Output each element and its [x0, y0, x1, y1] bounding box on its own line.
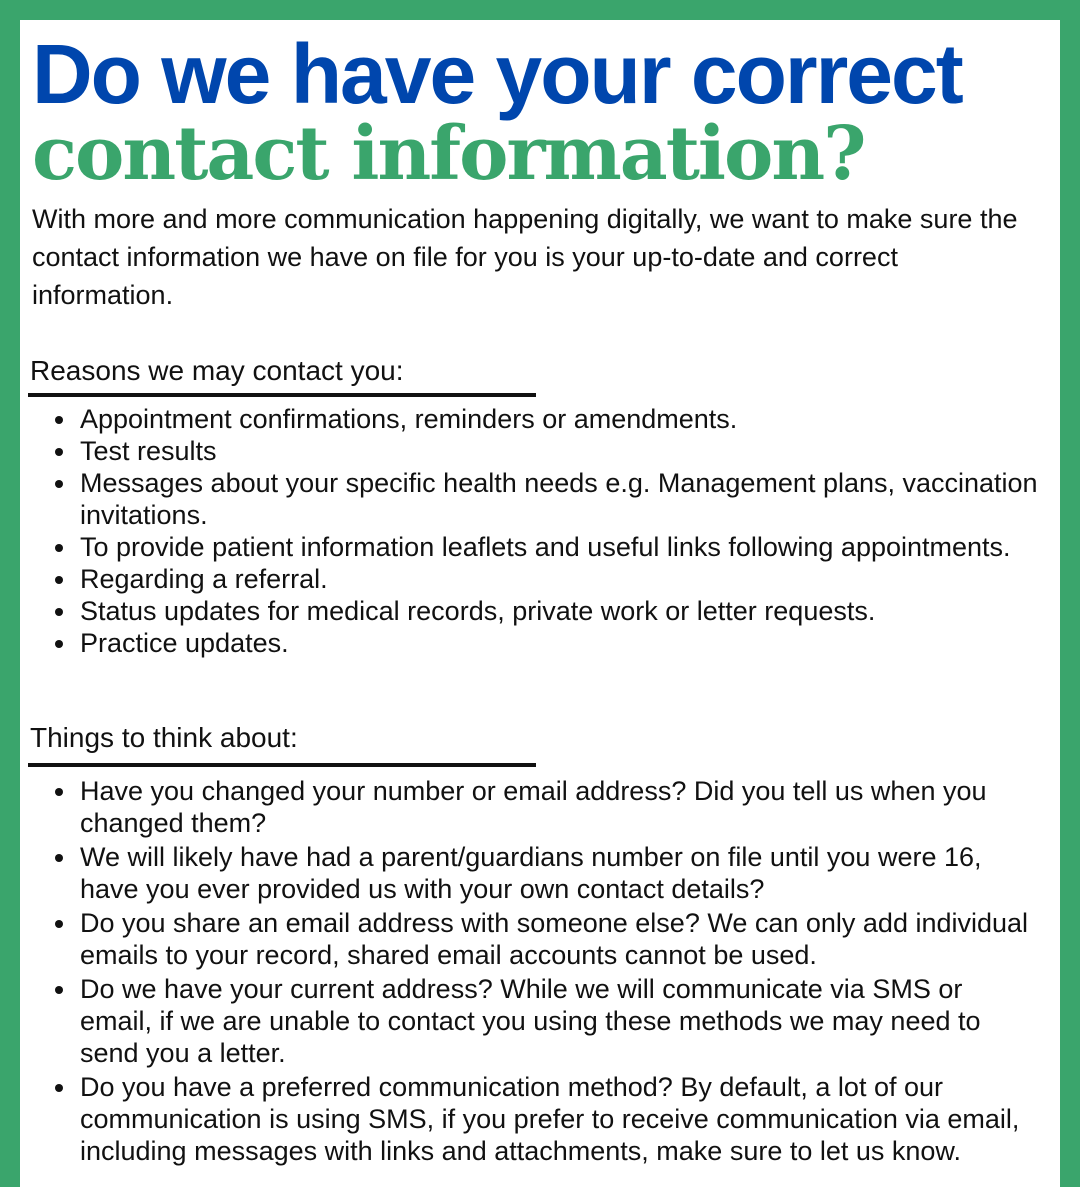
things-item: Have you changed your number or email address? Did you tell us when you changed them? [80, 775, 1040, 839]
poster-panel [20, 20, 1060, 1187]
reasons-heading: Reasons we may contact you: [30, 355, 404, 386]
things-heading: Things to think about: [30, 722, 298, 753]
reason-item: To provide patient information leaflets and useful links following appointments. [80, 531, 1040, 563]
things-item: Do we have your current address? While we will communicate via SMS or email, if we are unable to contact you using these methods we may need to send you a letter. [80, 973, 1040, 1069]
things-item: Do you share an email address with someone else? We can only add individual emails to your record, shared email accounts cannot be used. [80, 907, 1040, 971]
things-item: Do you have a preferred communication method? By default, a lot of our communication is using SMS, if you prefer to receive communication via email, including messages with links and attachments, make sure to let us know. [80, 1071, 1040, 1167]
title-line-1: Do we have your correct [32, 27, 962, 121]
reason-item: Status updates for medical records, private work or letter requests. [80, 595, 1040, 627]
things-list [20, 775, 1040, 1169]
title-line-2: contact information? [32, 111, 865, 197]
reason-item: Practice updates. [80, 627, 1040, 659]
things-divider [28, 763, 536, 767]
reason-item: Test results [80, 435, 1040, 467]
reason-item: Regarding a referral. [80, 563, 1040, 595]
things-item: We will likely have had a parent/guardians number on file until you were 16, have you ever provided us with your own contact details? [80, 841, 1040, 905]
reasons-divider [28, 393, 536, 397]
intro-paragraph: With more and more communication happening digitally, we want to make sure the contact information we have on file for you is your up-to-date and correct information. [32, 204, 1018, 310]
reason-item: Messages about your specific health needs e.g. Management plans, vaccination invitations. [80, 467, 1040, 531]
reasons-list [20, 403, 1040, 659]
reason-item: Appointment confirmations, reminders or amendments. [80, 403, 1040, 435]
